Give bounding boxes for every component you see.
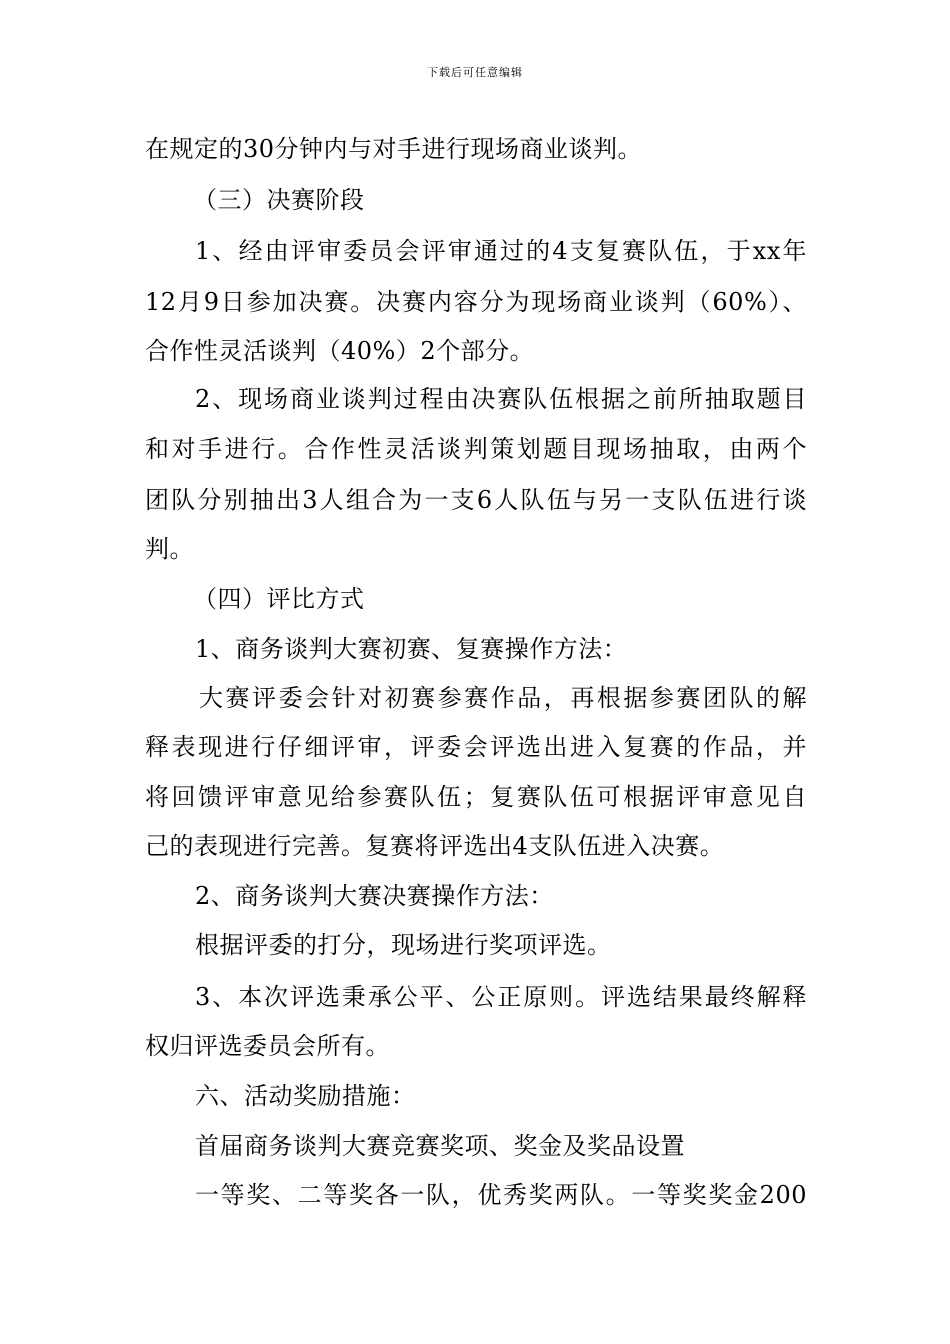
text-line: 3、本次评选秉承公平、公正原则。评选结果最终解释 (195, 983, 807, 1011)
text-line: 己的表现进行完善。复赛将评选出4支队伍进入决赛。 (145, 832, 725, 860)
text-line: 释表现进行仔细评审，评委会评选出进入复赛的作品，并 (145, 733, 807, 761)
text-line: 在规定的30分钟内与对手进行现场商业谈判。 (145, 135, 643, 163)
text-line: 2、现场商业谈判过程由决赛队伍根据之前所抽取题目 (195, 385, 807, 413)
page-header: 下载后可任意编辑 (427, 66, 523, 79)
section-heading: （四）评比方式 (193, 585, 365, 613)
section-heading: （三）决赛阶段 (193, 186, 365, 214)
text-line: 12月9日参加决赛。决赛内容分为现场商业谈判（60%）、 (145, 288, 807, 316)
text-line: 大赛评委会针对初赛参赛作品，再根据参赛团队的解 (199, 684, 807, 712)
text-line: 将回馈评审意见给参赛队伍；复赛队伍可根据评审意见自 (145, 783, 807, 811)
text-line: 根据评委的打分，现场进行奖项评选。 (195, 931, 612, 959)
text-line: 权归评选委员会所有。 (145, 1032, 390, 1060)
text-line: 和对手进行。合作性灵活谈判策划题目现场抽取，由两个 (145, 435, 807, 463)
text-line: 1、商务谈判大赛初赛、复赛操作方法： (195, 635, 628, 663)
section-heading: 六、活动奖励措施： (195, 1082, 416, 1110)
text-line: 首届商务谈判大赛竞赛奖项、奖金及奖品设置 (195, 1132, 685, 1160)
text-line: 1、经由评审委员会评审通过的4支复赛队伍，于xx年 (195, 237, 807, 265)
text-line: 一等奖、二等奖各一队，优秀奖两队。一等奖奖金200 (195, 1181, 807, 1209)
text-line: 团队分别抽出3人组合为一支6人队伍与另一支队伍进行谈 (145, 486, 807, 514)
text-line: 2、商务谈判大赛决赛操作方法： (195, 882, 554, 910)
text-line: 合作性灵活谈判（40%）2个部分。 (145, 337, 535, 365)
text-line: 判。 (145, 535, 194, 563)
